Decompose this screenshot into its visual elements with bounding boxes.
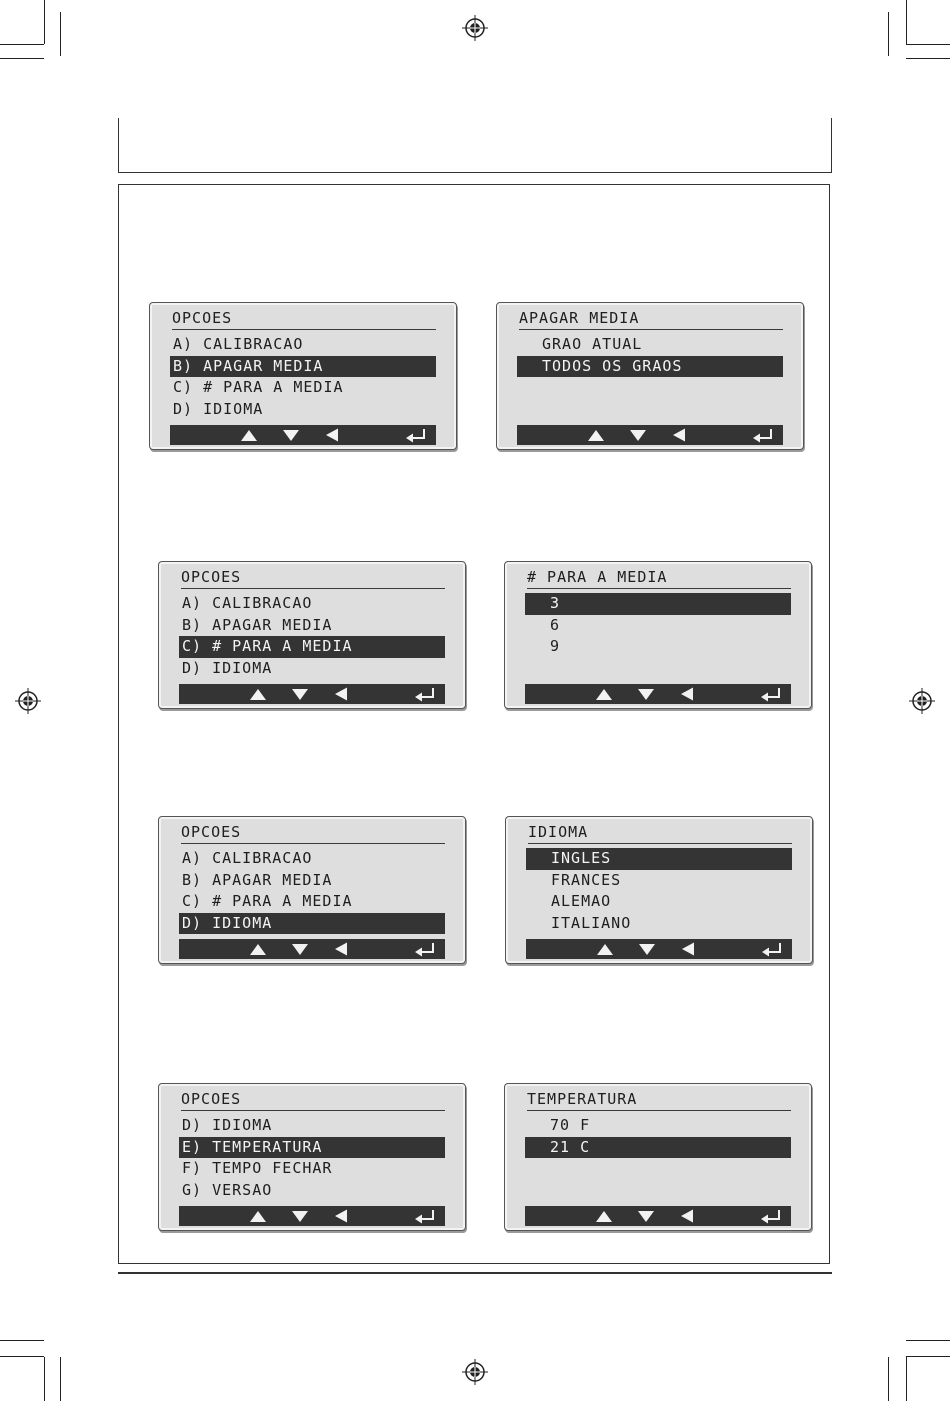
menu-item[interactable]: 70 F — [550, 1116, 591, 1134]
menu-item[interactable]: A) CALIBRACAO — [173, 335, 304, 353]
crop-mark — [0, 1340, 44, 1341]
menu-list — [525, 1115, 791, 1158]
menu-item[interactable]: D) IDIOMA — [182, 658, 273, 677]
registration-mark-icon — [909, 688, 935, 714]
navigation-bar — [179, 939, 445, 959]
nav-icons — [517, 425, 783, 445]
crop-mark — [906, 1356, 950, 1357]
back-arrow-icon — [335, 688, 347, 701]
lcd-screen — [158, 1083, 466, 1231]
menu-list — [179, 593, 445, 679]
nav-icons — [179, 684, 445, 704]
menu-item[interactable]: B) APAGAR MEDIA — [182, 615, 333, 634]
back-arrow-icon — [326, 429, 338, 442]
crop-mark — [60, 1357, 61, 1401]
menu-item-selected[interactable]: C) # PARA A MEDIA — [179, 636, 445, 658]
crop-mark — [0, 1356, 44, 1357]
menu-item[interactable]: GRAO ATUAL — [542, 335, 643, 353]
up-arrow-icon — [241, 430, 257, 441]
crop-mark — [906, 0, 907, 44]
menu-list — [526, 848, 792, 934]
crop-mark — [906, 58, 950, 59]
up-arrow-icon — [250, 689, 266, 700]
registration-mark-icon — [15, 688, 41, 714]
menu-item[interactable]: D) IDIOMA — [173, 399, 264, 418]
menu-list — [517, 334, 783, 377]
back-arrow-icon — [681, 1210, 693, 1223]
down-arrow-icon — [283, 430, 299, 441]
navigation-bar — [517, 425, 783, 445]
crop-mark — [906, 44, 950, 45]
menu-item-selected[interactable]: B) APAGAR MEDIA — [170, 356, 436, 378]
screen-title: IDIOMA — [528, 822, 792, 844]
crop-mark — [888, 1357, 889, 1401]
navigation-bar — [179, 1206, 445, 1226]
screen-title: OPCOES — [172, 308, 436, 330]
down-arrow-icon — [639, 944, 655, 955]
down-arrow-icon — [292, 944, 308, 955]
crop-mark — [906, 1357, 907, 1401]
back-arrow-icon — [335, 943, 347, 956]
registration-mark-icon — [462, 1359, 488, 1385]
crop-mark — [0, 44, 44, 45]
lcd-screen — [149, 302, 457, 450]
menu-list — [525, 593, 791, 658]
menu-list — [170, 334, 436, 420]
navigation-bar — [526, 939, 792, 959]
lcd-screen — [158, 561, 466, 709]
back-arrow-icon — [673, 429, 685, 442]
menu-item-selected[interactable]: 21 C — [525, 1137, 791, 1159]
navigation-bar — [170, 425, 436, 445]
enter-arrow-head — [761, 693, 768, 702]
up-arrow-icon — [597, 944, 613, 955]
up-arrow-icon — [250, 944, 266, 955]
menu-item[interactable]: 9 — [550, 637, 561, 655]
back-arrow-icon — [681, 688, 693, 701]
nav-icons — [526, 939, 792, 959]
menu-item[interactable]: G) VERSAO — [182, 1180, 273, 1199]
menu-item[interactable]: A) CALIBRACAO — [182, 849, 313, 867]
lcd-screen — [504, 561, 812, 709]
screen-title: # PARA A MEDIA — [527, 567, 791, 589]
menu-item[interactable]: C) # PARA A MEDIA — [173, 378, 344, 396]
menu-item-selected[interactable]: INGLES — [526, 848, 792, 870]
nav-icons — [525, 1206, 791, 1226]
lcd-screen — [505, 816, 813, 964]
registration-mark-icon — [462, 15, 488, 41]
navigation-bar — [525, 684, 791, 704]
menu-item[interactable]: A) CALIBRACAO — [182, 594, 313, 612]
enter-arrow-head — [415, 1215, 422, 1224]
down-arrow-icon — [292, 689, 308, 700]
navigation-bar — [179, 684, 445, 704]
nav-icons — [179, 1206, 445, 1226]
screen-title: TEMPERATURA — [527, 1089, 791, 1111]
screen-title: OPCOES — [181, 1089, 445, 1111]
up-arrow-icon — [596, 689, 612, 700]
enter-arrow-head — [761, 1215, 768, 1224]
up-arrow-icon — [588, 430, 604, 441]
up-arrow-icon — [250, 1211, 266, 1222]
crop-mark — [0, 58, 44, 59]
header-frame — [118, 118, 832, 173]
screen-title: OPCOES — [181, 822, 445, 844]
enter-arrow-head — [753, 434, 760, 443]
lcd-screen — [496, 302, 804, 450]
menu-item[interactable]: B) APAGAR MEDIA — [182, 870, 333, 889]
menu-item-selected[interactable]: E) TEMPERATURA — [179, 1137, 445, 1159]
screen-title: OPCOES — [181, 567, 445, 589]
menu-item[interactable]: D) IDIOMA — [182, 1116, 273, 1134]
nav-icons — [179, 939, 445, 959]
menu-item[interactable]: 6 — [550, 615, 561, 634]
enter-arrow-head — [762, 948, 769, 957]
down-arrow-icon — [638, 1211, 654, 1222]
crop-mark — [60, 12, 61, 56]
screen-title: APAGAR MEDIA — [519, 308, 783, 330]
navigation-bar — [525, 1206, 791, 1226]
menu-item[interactable]: ITALIANO — [551, 913, 632, 932]
menu-list — [179, 848, 445, 934]
lcd-screen — [158, 816, 466, 964]
up-arrow-icon — [596, 1211, 612, 1222]
menu-item-selected[interactable]: D) IDIOMA — [179, 913, 445, 935]
crop-mark — [44, 1357, 45, 1401]
menu-item[interactable]: FRANCES — [551, 870, 622, 889]
menu-item[interactable]: F) TEMPO FECHAR — [182, 1159, 333, 1177]
menu-item[interactable]: C) # PARA A MEDIA — [182, 892, 353, 910]
enter-arrow-head — [415, 948, 422, 957]
crop-mark — [888, 12, 889, 56]
lcd-screen — [504, 1083, 812, 1231]
footer-rule — [118, 1272, 832, 1274]
back-arrow-icon — [682, 943, 694, 956]
down-arrow-icon — [638, 689, 654, 700]
enter-arrow-head — [415, 693, 422, 702]
menu-list — [179, 1115, 445, 1201]
menu-item-selected[interactable]: TODOS OS GRAOS — [517, 356, 783, 378]
nav-icons — [170, 425, 436, 445]
menu-item[interactable]: ALEMAO — [551, 892, 612, 910]
crop-mark — [906, 1340, 950, 1341]
crop-mark — [44, 0, 45, 44]
down-arrow-icon — [630, 430, 646, 441]
nav-icons — [525, 684, 791, 704]
back-arrow-icon — [335, 1210, 347, 1223]
enter-arrow-head — [406, 434, 413, 443]
down-arrow-icon — [292, 1211, 308, 1222]
menu-item-selected[interactable]: 3 — [525, 593, 791, 615]
